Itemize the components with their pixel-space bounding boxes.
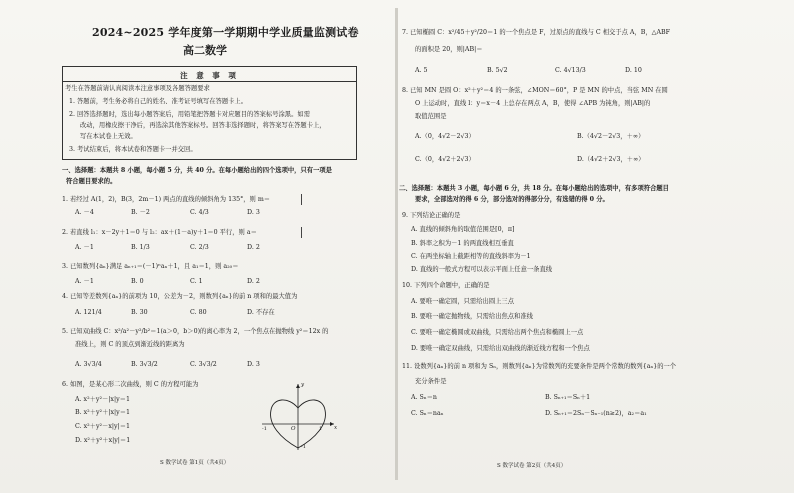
section2-heading: 二、选择题：本题共 3 小题，每小题 6 分，共 18 分。在每小题给出的选项中，有多项符合题目 bbox=[399, 185, 669, 192]
question-11-cont: 充分条件是 bbox=[415, 378, 447, 385]
question-10: 10. 下列四个命题中，正确的是 bbox=[402, 282, 490, 289]
option: D.（4√2＋2√3，＋∞） bbox=[577, 156, 645, 163]
option: B. 斜率之积为－1 的两直线相互垂直 bbox=[411, 240, 514, 247]
heart-curve-figure bbox=[258, 380, 338, 452]
answer-bracket bbox=[301, 227, 302, 238]
notice-item: 写在本试卷上无效。 bbox=[80, 133, 137, 140]
option: D. x²＋y²＋x|y|＝1 bbox=[75, 437, 131, 444]
option: D. 2 bbox=[247, 278, 260, 285]
option: C. 2/3 bbox=[190, 244, 209, 251]
option: B. －2 bbox=[131, 209, 150, 216]
notice-item: 3. 考试结束后，将本试卷和答题卡一并交回。 bbox=[69, 146, 197, 153]
option: C. 80 bbox=[190, 309, 207, 316]
notice-item: 1. 答题前，考生务必将自己的姓名、准考证号填写在答题卡上。 bbox=[69, 98, 248, 105]
option: A. －4 bbox=[75, 209, 94, 216]
option: A. －1 bbox=[75, 278, 94, 285]
question-7: 7. 已知椭圆 C：x²/45＋y²/20＝1 的一个焦点是 F，过原点的直线与 C 相交于点 A，B，△ABF bbox=[402, 29, 671, 36]
question-5: 5. 已知双曲线 C：x²/a²－y²/b²＝1(a＞0，b＞0)的离心率为 2，一个焦点在抛物线 y²＝12x 的 bbox=[62, 328, 329, 335]
option: C. x²＋y²－x|y|＝1 bbox=[75, 423, 131, 430]
option: B. 要唯一确定抛物线，只需给出焦点和准线 bbox=[411, 313, 533, 320]
option: A. x²＋y²－|x|y＝1 bbox=[75, 396, 130, 403]
notice-divider bbox=[63, 81, 356, 82]
notice-item: 改动，用橡皮擦干净后，再选涂其他答案标号。回答非选择题时，将答案写在答题卡上， bbox=[80, 122, 326, 129]
question-6: 6. 如图，是某心形二次曲线，则 C 的方程可能为 bbox=[62, 381, 199, 388]
option: A. 要唯一确定圆，只需给出圆上三点 bbox=[411, 298, 515, 305]
option: A.（0，4√2－2√3） bbox=[415, 133, 475, 140]
answer-bracket bbox=[301, 194, 302, 205]
question-8-cont: O 上运动时，直线 l：y＝x－4 上总存在两点 A，B，使得 ∠APB 为钝角，则|AB|的 bbox=[415, 100, 651, 107]
page-footer: S 数学试卷 第2页（共4页） bbox=[497, 463, 567, 469]
option: D. 要唯一确定双曲线，只需给出双曲线的渐近线方程和一个焦点 bbox=[411, 345, 590, 352]
option: C. 在两坐标轴上截距相等的直线斜率为－1 bbox=[411, 253, 531, 260]
figure-tick-bottom: -1 bbox=[301, 444, 306, 450]
option: D. 3 bbox=[247, 209, 260, 216]
notice-heading: 注 意 事 项 bbox=[180, 71, 239, 80]
option: A. Sₙ＝n bbox=[411, 394, 437, 401]
option: B. 0 bbox=[131, 278, 144, 285]
figure-y-label: y bbox=[301, 382, 305, 388]
question-2: 2. 若直线 l₁：x－2y＋1＝0 与 l₂：ax＋(1－a)y＋1＝0 平行，则 a＝ bbox=[62, 229, 257, 236]
option: A. －1 bbox=[75, 244, 94, 251]
figure-tick-right: 1 bbox=[319, 426, 323, 432]
option: B.（4√2－2√3，＋∞） bbox=[577, 133, 645, 140]
option: A. 121/4 bbox=[75, 309, 102, 316]
section2-heading-cont: 要求，全部选对的得 6 分，部分选对的得部分分，有选错的得 0 分。 bbox=[415, 196, 609, 203]
question-7-cont: 的面积是 20，则|AB|＝ bbox=[415, 46, 483, 53]
question-5-cont: 准线上，则 C 的顶点到渐近线的距离为 bbox=[75, 341, 185, 348]
question-3: 3. 已知数列{aₙ}满足 aₙ₊₁＝(－1)ⁿaₙ＋1，且 a₁＝1，则 a₂₀＝ bbox=[62, 263, 239, 270]
option: B. 30 bbox=[131, 309, 148, 316]
question-1: 1. 若经过 A(1，2)，B(3，2m－1) 两点的直线的倾斜角为 135°，则 m＝ bbox=[62, 196, 271, 203]
option: C. 4/3 bbox=[190, 209, 209, 216]
option: D. 2 bbox=[247, 244, 260, 251]
exam-title: 2024~2025 学年度第一学期期中学业质量监测试卷 bbox=[92, 26, 359, 39]
notice-item: 2. 回答选择题时，选出每小题答案后，用铅笔把答题卡对应题目的答案标号涂黑。如需 bbox=[69, 111, 310, 118]
page-footer: S 数学试卷 第1页（共4页） bbox=[160, 460, 230, 466]
option: A. 3√3/4 bbox=[75, 361, 102, 368]
question-8: 8. 已知 MN 是圆 O：x²＋y²＝4 的一条弦，∠MON＝60°，P 是 MN 的中点，当弦 MN 在圆 bbox=[402, 87, 668, 94]
option: D. 3 bbox=[247, 361, 260, 368]
section1-heading: 一、选择题：本题共 8 小题，每小题 5 分，共 40 分。在每小题给出的四个选项中，只有一项是 bbox=[62, 167, 332, 174]
option: B. x²＋y²＋|x|y＝1 bbox=[75, 409, 131, 416]
figure-x-label: x bbox=[334, 425, 338, 431]
option: D. 10 bbox=[625, 67, 642, 74]
option: B. 5√2 bbox=[487, 67, 508, 74]
question-8-cont: 取值范围是 bbox=[415, 113, 447, 120]
option: C. Sₙ＝naₙ bbox=[411, 410, 444, 417]
option: A. 直线的倾斜角的取值范围是[0，π] bbox=[411, 226, 515, 233]
notice-intro: 考生在答题前请认真阅读本注意事项及各题答题要求 bbox=[65, 85, 210, 92]
option: C.（0，4√2＋2√3） bbox=[415, 156, 475, 163]
option: C. 3√3/2 bbox=[190, 361, 217, 368]
section1-heading-cont: 符合题目要求的。 bbox=[66, 178, 117, 185]
figure-tick-left: -1 bbox=[262, 426, 267, 432]
option: C. 1 bbox=[190, 278, 203, 285]
option: C. 4√13/3 bbox=[555, 67, 586, 74]
option: B. 1/3 bbox=[131, 244, 150, 251]
question-11: 11. 设数列{aₙ}的前 n 项和为 Sₙ，则数列{aₙ}为常数列的充要条件是两个常数的数列{aₙ}的一个 bbox=[402, 363, 677, 370]
right-page bbox=[397, 0, 794, 493]
option: A. 5 bbox=[415, 67, 428, 74]
option: D. 不存在 bbox=[247, 309, 275, 316]
exam-subtitle: 高二数学 bbox=[183, 44, 227, 57]
question-9: 9. 下列结论正确的是 bbox=[402, 212, 461, 219]
question-4: 4. 已知等差数列{aₙ}的前项为 10，公差为－2，则数列{aₙ}的前 n 项和的最大值为 bbox=[62, 293, 298, 300]
option: B. Sₙ₊₁＝Sₙ＋1 bbox=[545, 394, 591, 401]
figure-origin-label: O bbox=[291, 426, 296, 432]
option: D. 直线的一般式方程可以表示平面上任意一条直线 bbox=[411, 266, 553, 273]
option: B. 3√3/2 bbox=[131, 361, 158, 368]
option: C. 要唯一确定椭圆或双曲线，只需给出两个焦点和椭圆上一点 bbox=[411, 329, 584, 336]
option: D. Sₙ₊₁＝2Sₙ－Sₙ₋₁(n≥2)，a₂＝a₁ bbox=[545, 410, 647, 417]
